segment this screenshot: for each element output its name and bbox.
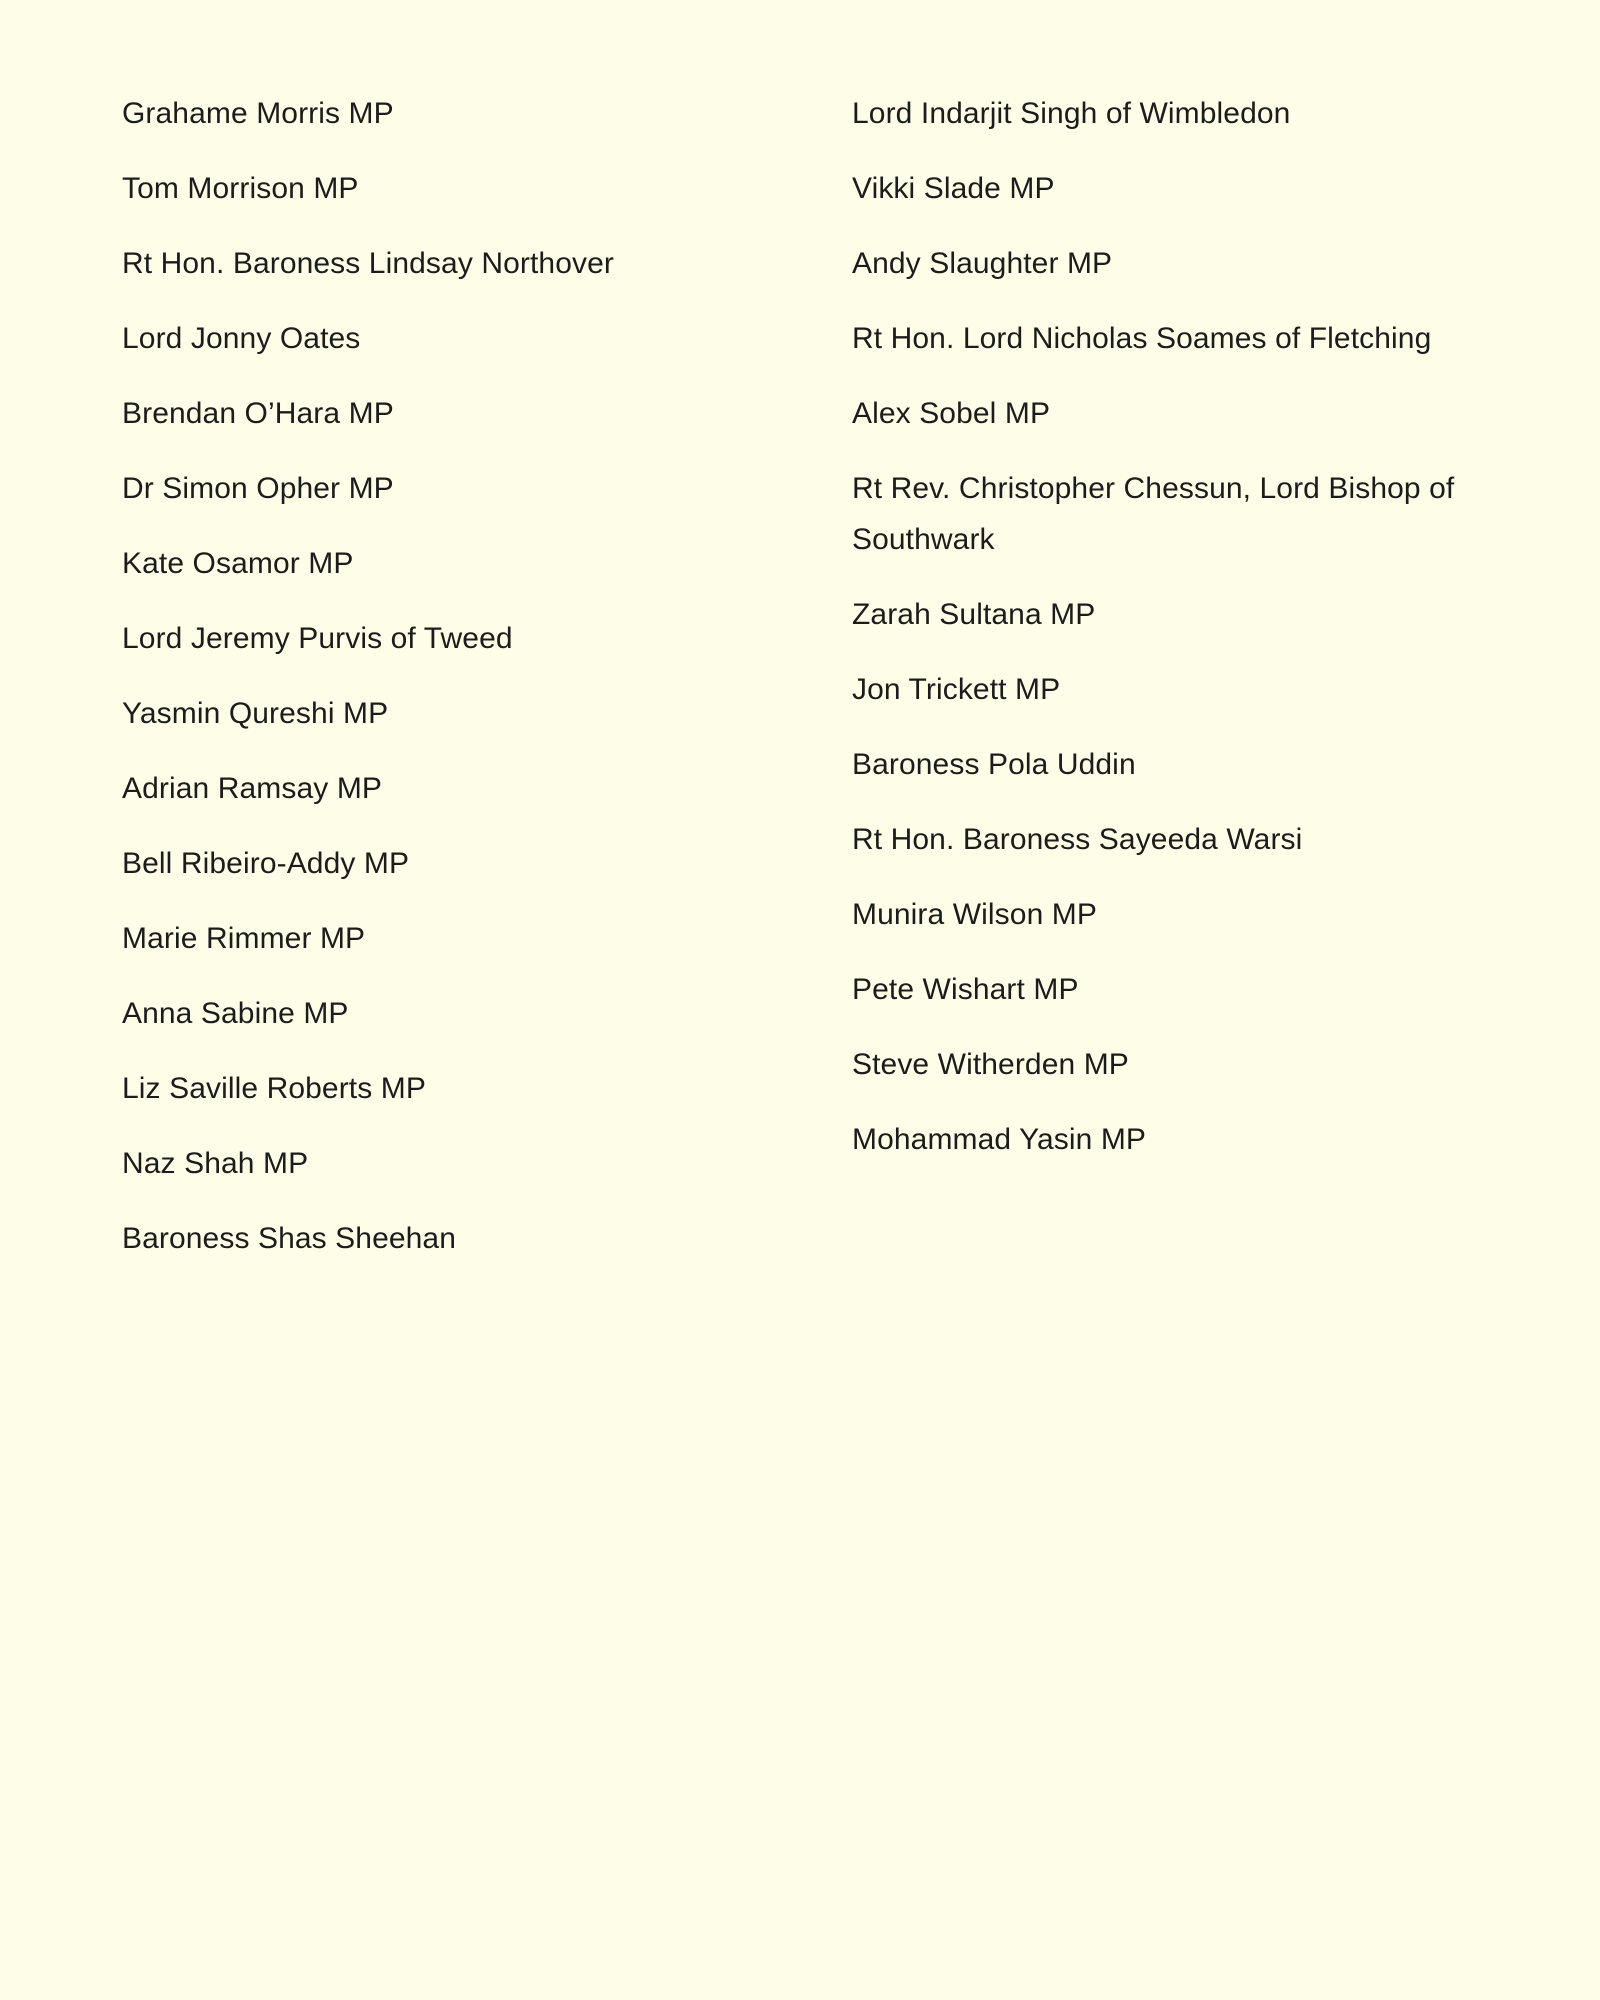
signatory-name: Tom Morrison MP xyxy=(122,172,359,205)
signatory-name: Yasmin Qureshi MP xyxy=(122,697,389,730)
signatory-name: Rt Hon. Baroness Lindsay Northover xyxy=(122,247,614,280)
signatory-name: Brendan O’Hara MP xyxy=(122,397,394,430)
signatory-name: Adrian Ramsay MP xyxy=(122,772,383,805)
signatory-name: Kate Osamor MP xyxy=(122,547,354,580)
signatory-name: Naz Shah MP xyxy=(122,1147,309,1180)
signatory-name: Zarah Sultana MP xyxy=(852,598,1096,631)
signatory-name: Lord Jeremy Purvis of Tweed xyxy=(122,622,513,655)
signatory-name: Grahame Morris MP xyxy=(122,97,394,130)
signatory-name: Lord Jonny Oates xyxy=(122,322,361,355)
signatory-name: Marie Rimmer MP xyxy=(122,922,366,955)
signatory-name: Munira Wilson MP xyxy=(852,898,1097,931)
signatory-name: Pete Wishart MP xyxy=(852,973,1079,1006)
signatory-name: Alex Sobel MP xyxy=(852,397,1051,430)
signatory-name: Jon Trickett MP xyxy=(852,673,1061,706)
signatory-name: Lord Indarjit Singh of Wimbledon xyxy=(852,97,1291,130)
signatory-name: Liz Saville Roberts MP xyxy=(122,1072,426,1105)
signatory-column-right xyxy=(852,88,1492,1189)
signatory-name: Andy Slaughter MP xyxy=(852,247,1113,280)
signatory-name: Mohammad Yasin MP xyxy=(852,1123,1147,1156)
signatory-name: Bell Ribeiro-Addy MP xyxy=(122,847,410,880)
signatory-name: Steve Witherden MP xyxy=(852,1048,1129,1081)
signatory-name: Baroness Pola Uddin xyxy=(852,748,1136,781)
signatory-name: Rt Hon. Baroness Sayeeda Warsi xyxy=(852,823,1303,856)
signatory-name: Rt Hon. Lord Nicholas Soames of Fletching xyxy=(852,322,1432,355)
signatory-name: Dr Simon Opher MP xyxy=(122,472,394,505)
signatory-name: Rt Rev. Christopher Chessun, Lord Bishop of Southwark xyxy=(852,472,1455,556)
signatory-name: Vikki Slade MP xyxy=(852,172,1055,205)
signatory-name: Anna Sabine MP xyxy=(122,997,349,1030)
signatory-name: Baroness Shas Sheehan xyxy=(122,1222,457,1255)
signatory-column-left xyxy=(122,88,822,1288)
